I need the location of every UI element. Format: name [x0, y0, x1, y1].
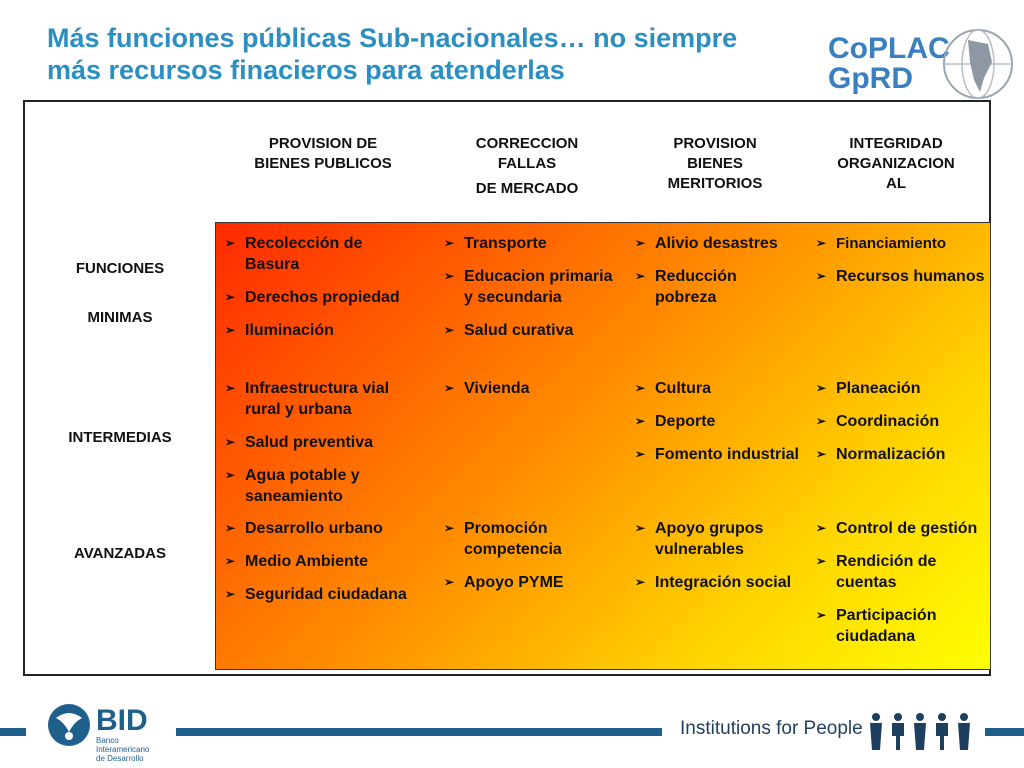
arrow-bullet-icon: ➢ — [816, 608, 827, 622]
list-item — [810, 378, 990, 399]
row-label-minimas-1: FUNCIONES — [75, 260, 165, 277]
list-item — [219, 320, 419, 341]
bid-sub-line-1: Banco Interamericano — [96, 736, 150, 754]
item-text: Alivio desastres — [655, 235, 778, 252]
col1-line1: PROVISION DE — [268, 135, 378, 152]
item-text: Transporte — [464, 235, 547, 252]
cell-r2c4 — [810, 378, 990, 477]
list-item — [219, 287, 419, 308]
col-header-bienes-publicos — [225, 134, 421, 174]
col3-line1: PROVISION — [673, 135, 757, 152]
footer-bar-right — [985, 728, 1024, 736]
bid-logo — [46, 700, 166, 763]
item-text: Financiamiento — [836, 235, 947, 252]
item-text: Educacion primaria y secundaria — [464, 268, 613, 306]
col-header-integridad — [813, 134, 979, 194]
col4-line2: ORGANIZACION — [837, 155, 955, 172]
cell-r3c3 — [629, 518, 799, 605]
footer-bar-middle — [176, 728, 662, 736]
list-item — [629, 411, 799, 432]
cell-r3c4 — [810, 518, 990, 659]
matrix-frame — [23, 100, 991, 676]
list-item — [810, 518, 990, 539]
item-text: Deporte — [655, 413, 716, 430]
item-text: Fomento industrial — [655, 446, 799, 463]
list-item — [438, 266, 618, 308]
list-item — [810, 551, 990, 593]
list-item — [438, 378, 618, 399]
item-text: Apoyo grupos vulnerables — [655, 520, 764, 558]
cell-r1c3 — [629, 233, 799, 320]
item-text: Agua potable y saneamiento — [245, 467, 360, 505]
arrow-bullet-icon: ➢ — [816, 269, 827, 283]
arrow-bullet-icon: ➢ — [816, 236, 827, 250]
col2-line1: CORRECCION — [475, 135, 579, 152]
arrow-bullet-icon: ➢ — [225, 554, 236, 568]
arrow-bullet-icon: ➢ — [225, 435, 236, 449]
coplac-logo — [828, 22, 1014, 108]
footer-bar-left — [0, 728, 26, 736]
list-item — [219, 432, 419, 453]
title-line-2: más recursos finacieros para atenderlas — [47, 55, 565, 85]
item-text: Medio Ambiente — [245, 553, 368, 570]
list-item — [629, 378, 799, 399]
cell-r2c1 — [219, 378, 419, 519]
item-text: Iluminación — [245, 322, 334, 339]
col1-line2: BIENES PUBLICOS — [254, 155, 392, 172]
item-text: Vivienda — [464, 380, 530, 397]
item-text: Infraestructura vial rural y urbana — [245, 380, 390, 418]
arrow-bullet-icon: ➢ — [444, 236, 455, 250]
row-label-intermedias: INTERMEDIAS — [68, 429, 172, 446]
bid-sub-line-2: de Desarrollo — [96, 754, 144, 763]
item-text: Control de gestión — [836, 520, 978, 537]
coplac-logo-text — [828, 34, 950, 94]
list-item — [629, 444, 799, 465]
globe-icon — [938, 22, 1014, 106]
cell-r3c1 — [219, 518, 419, 617]
item-text: Apoyo PYME — [464, 574, 564, 591]
list-item — [219, 518, 419, 539]
list-item — [629, 518, 799, 560]
arrow-bullet-icon: ➢ — [635, 521, 646, 535]
list-item — [810, 266, 990, 287]
cell-r3c2 — [438, 518, 618, 605]
list-item — [810, 411, 990, 432]
arrow-bullet-icon: ➢ — [444, 323, 455, 337]
list-item — [219, 465, 419, 507]
arrow-bullet-icon: ➢ — [635, 269, 646, 283]
item-text: Promoción competencia — [464, 520, 562, 558]
arrow-bullet-icon: ➢ — [635, 236, 646, 250]
arrow-bullet-icon: ➢ — [635, 447, 646, 461]
col2-line2: FALLAS — [497, 155, 557, 172]
arrow-bullet-icon: ➢ — [816, 414, 827, 428]
item-text: Rendición de cuentas — [836, 553, 937, 591]
arrow-bullet-icon: ➢ — [635, 575, 646, 589]
arrow-bullet-icon: ➢ — [444, 381, 455, 395]
list-item — [810, 605, 990, 647]
list-item — [810, 444, 990, 465]
coplac-line-1: CoPLAC — [828, 32, 950, 65]
arrow-bullet-icon: ➢ — [225, 323, 236, 337]
item-text: Integración social — [655, 574, 792, 591]
item-text: Recolección de Basura — [245, 235, 363, 273]
cell-r1c1 — [219, 233, 419, 353]
arrow-bullet-icon: ➢ — [225, 290, 236, 304]
bid-emblem-icon — [46, 702, 92, 748]
item-text: Participación ciudadana — [836, 607, 937, 645]
list-item — [629, 266, 799, 308]
item-text: Planeación — [836, 380, 921, 397]
item-text: Cultura — [655, 380, 711, 397]
people-icon — [866, 712, 978, 752]
item-text: Normalización — [836, 446, 946, 463]
list-item — [219, 551, 419, 572]
col-header-bienes-meritorios — [635, 134, 795, 194]
arrow-bullet-icon: ➢ — [635, 381, 646, 395]
list-item — [219, 378, 419, 420]
list-item — [629, 233, 799, 254]
cell-r2c3 — [629, 378, 799, 477]
item-text: Coordinación — [836, 413, 940, 430]
arrow-bullet-icon: ➢ — [444, 575, 455, 589]
row-label-minimas-2: MINIMAS — [87, 309, 153, 326]
item-text: Desarrollo urbano — [245, 520, 383, 537]
arrow-bullet-icon: ➢ — [444, 269, 455, 283]
arrow-bullet-icon: ➢ — [225, 236, 236, 250]
arrow-bullet-icon: ➢ — [225, 468, 236, 482]
arrow-bullet-icon: ➢ — [225, 381, 236, 395]
col4-line1: INTEGRIDAD — [849, 135, 943, 152]
arrow-bullet-icon: ➢ — [816, 381, 827, 395]
cell-r2c2 — [438, 378, 618, 411]
list-item — [438, 518, 618, 560]
bid-logo-text: BID — [96, 704, 148, 737]
col3-line3: MERITORIOS — [667, 175, 763, 192]
list-item — [629, 572, 799, 593]
item-text: Salud preventiva — [245, 434, 374, 451]
coplac-line-2: GpRD — [828, 62, 913, 95]
list-item — [438, 572, 618, 593]
item-text: Reducción pobreza — [655, 268, 737, 306]
cell-r1c2 — [438, 233, 618, 353]
arrow-bullet-icon: ➢ — [816, 447, 827, 461]
item-text: Salud curativa — [464, 322, 574, 339]
cell-r1c4 — [810, 233, 990, 299]
item-text: Seguridad ciudadana — [245, 586, 407, 603]
row-label-avanzadas: AVANZADAS — [74, 545, 166, 562]
arrow-bullet-icon: ➢ — [816, 521, 827, 535]
list-item — [438, 233, 618, 254]
arrow-bullet-icon: ➢ — [444, 521, 455, 535]
arrow-bullet-icon: ➢ — [225, 521, 236, 535]
col-header-fallas-mercado — [447, 134, 607, 199]
list-item — [219, 233, 419, 275]
item-text: Recursos humanos — [836, 268, 985, 285]
col2-line3: DE MERCADO — [475, 180, 579, 197]
col3-line2: BIENES — [687, 155, 743, 172]
list-item — [438, 320, 618, 341]
title-line-1: Más funciones públicas Sub-nacionales… no siempre — [47, 23, 738, 53]
bid-logo-subtext — [96, 736, 166, 763]
arrow-bullet-icon: ➢ — [635, 414, 646, 428]
item-text: Derechos propiedad — [245, 289, 400, 306]
arrow-bullet-icon: ➢ — [816, 554, 827, 568]
arrow-bullet-icon: ➢ — [225, 587, 236, 601]
tagline: Institutions for People — [680, 718, 863, 739]
slide-title — [47, 22, 807, 86]
col4-line3: AL — [886, 175, 906, 192]
list-item — [219, 584, 419, 605]
list-item — [810, 233, 990, 254]
